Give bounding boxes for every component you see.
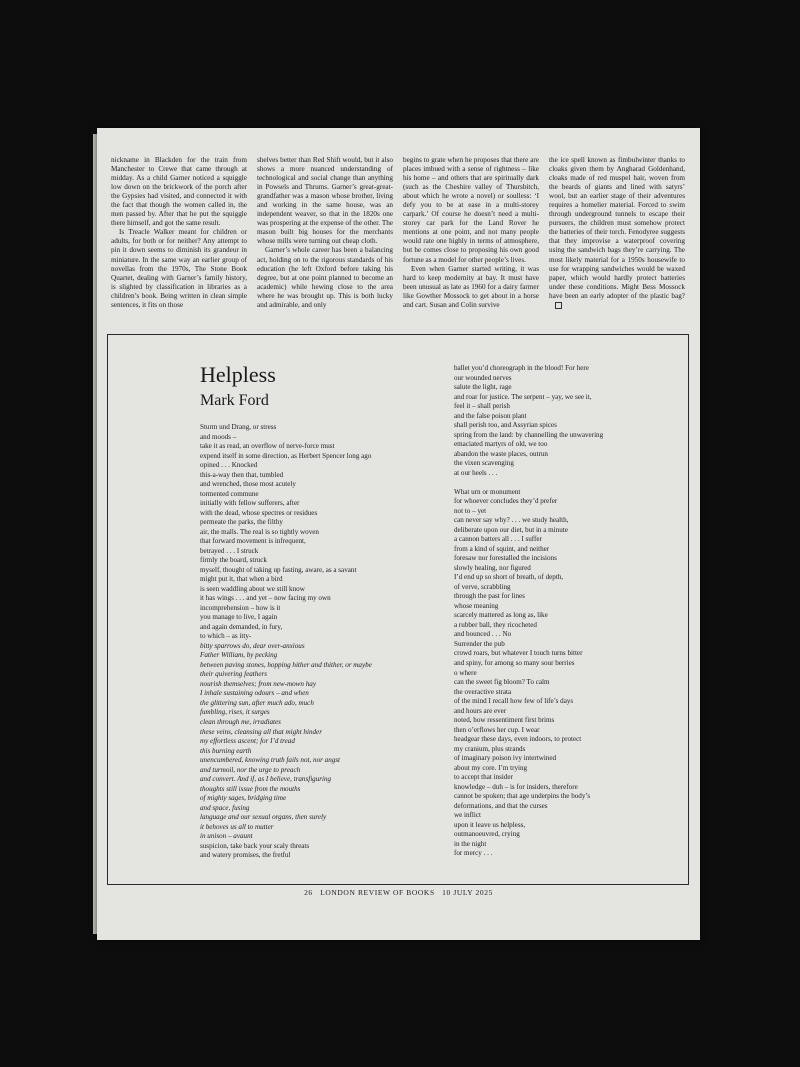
article-paragraph: shelves better than Red Shift would, but it also shows a more nuanced understanding of technological and social change than anything in Powsels and Thrums. Garner’s great-great-grandfather was a mason whose brother, living and working in the same house, was an independent weaver, so that in the 1820s one was prospering at the expense of the other. The mason built big houses for the merchants whose mills were turning out cheap cloth. xyxy=(257,156,393,246)
article-paragraph: Is Treacle Walker meant for children or adults, for both or for neither? Any attempt to pin it down seems to diminish its grandeur in miniature. In the same way an earlier group of novellas from the 1970s, The Stone Book Quartet, dealing with Garner’s family history, is slighted by classification in libraries as a children’s book. Being written in clean simple sentences, it fits on those xyxy=(111,228,247,309)
poem-line: our wounded nerves xyxy=(454,373,512,382)
poem-line: the glittering sun, after much ado, much xyxy=(200,698,314,707)
poem-line: you manage to live, I again xyxy=(200,613,278,622)
poem-line: not to – yet xyxy=(454,506,487,515)
poem-line: firmly the board, struck xyxy=(200,556,267,565)
poem-line xyxy=(454,478,603,488)
poem-line: it behoves us all to mutter xyxy=(200,822,274,831)
poem-line: permeate the parks, the filthy xyxy=(200,518,283,527)
poem-line: and again demanded, in fury, xyxy=(200,622,283,631)
poem-line: these veins, cleansing all that might hinder xyxy=(200,727,322,736)
poem-line: shall perish too, and Assyrian spices xyxy=(454,421,557,430)
poem-line: thoughts still issue from the mouths xyxy=(200,784,301,793)
poem-line: headgear these days, even indoors, to protect xyxy=(454,735,582,744)
publication-name: LONDON REVIEW OF BOOKS xyxy=(320,888,435,897)
poem-line: spring from the land: by channelling the unwavering xyxy=(454,430,604,439)
poem-line: cannot be spoken; that age underpins the body’s xyxy=(454,792,591,801)
poem-line: then o’erflows her cup. I wear xyxy=(454,725,540,734)
poem-line: suspicion, take back your scaly threats xyxy=(200,841,310,850)
poem-line: and spiny, for among so many sour berries xyxy=(454,658,575,667)
poem-line: a rubber ball, they ricocheted xyxy=(454,620,537,629)
poem-line: fumbling, rises, it surges xyxy=(200,708,270,717)
poem-line: through the past for lines xyxy=(454,592,525,601)
poem-line: outmanoeuvred, crying xyxy=(454,830,520,839)
poem-line: a cannon batters all . . . I suffer xyxy=(454,535,542,544)
poem-box xyxy=(107,334,689,885)
poem-line: I’d end up so short of breath, of depth, xyxy=(454,573,564,582)
article-paragraph: Garner’s whole career has been a balancing act, holding on to the rigorous standards of his education (he left Oxford before taking his degree, but at one point planned to become an academic) while hewing close to the area where he was brought up. This is both lucky and admirable, and only xyxy=(257,246,393,309)
poem-line: air, the malls. The real is so tightly woven xyxy=(200,527,319,536)
poem-line: and space, fusing xyxy=(200,803,250,812)
poem-line: salute the light, rage xyxy=(454,383,512,392)
poem-line: initially with fellow sufferers, after xyxy=(200,499,300,508)
poem-line: What urn or monument xyxy=(454,487,521,496)
poem-line: for mercy . . . xyxy=(454,849,493,858)
poem-line: in unison – avaunt xyxy=(200,832,253,841)
end-of-article-icon xyxy=(555,302,562,309)
poem-line: clean through me, irradiates xyxy=(200,717,281,726)
poem-line: my cranium, plus strands xyxy=(454,744,526,753)
poem-line: and the false poison plant xyxy=(454,411,527,420)
poem-line: emaciated martyrs of old, we too xyxy=(454,440,548,449)
article-column-1 xyxy=(111,156,247,346)
poem-column-left xyxy=(200,423,372,861)
issue-date: 10 JULY 2025 xyxy=(442,888,493,897)
poem-line: foresaw nor forestalled the incisions xyxy=(454,554,557,563)
poem-line: this-a-way then that, tumbled xyxy=(200,470,284,479)
article-column-4 xyxy=(549,156,685,346)
poem-line: scarcely mattered as long as, like xyxy=(454,611,548,620)
poem-line: tormented commune xyxy=(200,489,259,498)
poem-line: upon it leave us helpless, xyxy=(454,820,526,829)
poem-line: slowly healing, nor figured xyxy=(454,563,531,572)
poem-line: is seen waddling about we still know xyxy=(200,584,305,593)
newspaper-page xyxy=(97,128,700,940)
poem-line: between paving stones, hopping hither and thither, or maybe xyxy=(200,660,372,669)
poem-line: incomprehension – how is it xyxy=(200,603,281,612)
poem-line: from a kind of squint, and neither xyxy=(454,544,550,553)
poem-line: I inhale sustaining odours – and when xyxy=(200,689,309,698)
poem-line: to which – as itty- xyxy=(200,632,252,641)
poem-line: about my core. I’m trying xyxy=(454,763,528,772)
poem-line: nourish themselves; from new-mown hay xyxy=(200,679,316,688)
poem-line: knowledge – duh – is for insiders, therefore xyxy=(454,782,578,791)
poem-line: of the mind I recall how few of life’s days xyxy=(454,697,574,706)
poem-line: it has wings . . . and yet – now facing my own xyxy=(200,594,331,603)
article-paragraph: the ice spell known as fimbulwinter thanks to cloaks given them by Angharad Goldenhand, cloaks made of red muspel hair, woven from the beards of giants and lined with satyrs’ wool, but an earlier stage of their adventures requires a homelier material. Forced to swim through underground tunnels to escape their pursuers, the children must somehow protect the batteries of their torch. Fenodyree suggests that they improvise a waterproof covering using the sandwich bags they’re carrying. The most likely material for a 1950s housewife to use for wrapping sandwiches would be waxed paper, which would hardly protect batteries under these conditions. Might Bess Mossock have been an early adopter of the plastic bag? xyxy=(549,156,685,310)
poem-line: can never say why? . . . we study health, xyxy=(454,516,569,525)
poem-line: deliberate upon our diet, but in a minute xyxy=(454,525,568,534)
poem-line: this burning earth xyxy=(200,746,252,755)
poem-line: to accept that insider xyxy=(454,773,513,782)
poem-line: o where xyxy=(454,668,477,677)
poem-line: noted, how ressentiment first brims xyxy=(454,716,555,725)
poem-line: feel it – shall perish xyxy=(454,402,510,411)
article-column-2 xyxy=(257,156,393,346)
poem-line: betrayed . . . I struck xyxy=(200,546,259,555)
article-paragraph: nickname in Blackden for the train from Manchester to Crewe that came through at midday. As a child Garner noticed a squiggle low down on the brickwork of the porch after the Gypsies had visited, and connected it with the fact that though the women called in, the men passed by. After that he put the squiggle there himself, and got the same result. xyxy=(111,156,247,228)
poem-line: at our heels . . . xyxy=(454,468,498,477)
poem-line: of imaginary poison ivy intertwined xyxy=(454,754,557,763)
poem-line: the overactive strata xyxy=(454,687,512,696)
poem-line: and hours are ever xyxy=(454,706,507,715)
poem-line: abandon the waste places, outrun xyxy=(454,449,548,458)
poem-line: and watery promises, the fretful xyxy=(200,851,291,860)
poem-line: in the night xyxy=(454,839,487,848)
page-number: 26 xyxy=(304,888,313,897)
poem-line: opined . . . Knocked xyxy=(200,461,258,470)
poem-line: Surrender the pub xyxy=(454,639,505,648)
article-column-3 xyxy=(403,156,539,346)
poem-line: their quivering feathers xyxy=(200,670,267,679)
poem-line: whose meaning xyxy=(454,601,499,610)
poem-line: bitty sparrows do, dear over-anxious xyxy=(200,641,305,650)
poem-line: and bounced . . . No xyxy=(454,630,512,639)
poem-line: ballet you’d choreograph in the blood! For here xyxy=(454,364,589,372)
poem-line: of verve, scrabbling xyxy=(454,582,511,591)
poem-author: Mark Ford xyxy=(200,392,269,409)
poem-line: and turmoil, nor the urge to preach xyxy=(200,765,301,774)
article-paragraph: Even when Garner started writing, it was hard to keep modernity at bay. It must have been unusual as late as 1960 for a dairy farmer like Gowther Mossock to get about in a horse and cart. Susan and Colin survive xyxy=(403,264,539,309)
poem-line: Sturm und Drang, or stress xyxy=(200,423,277,431)
poem-line: expend itself in some direction, as Herbert Spencer long ago xyxy=(200,451,372,460)
poem-line: we inflict xyxy=(454,811,481,820)
poem-line: and wrenched, those most acutely xyxy=(200,480,296,489)
poem-line: and roar for justice. The serpent – yay, we see it, xyxy=(454,392,592,401)
poem-line: myself, thought of taking up fasting, aware, as a savant xyxy=(200,565,357,574)
poem-line: with the dead, whose spectres or residues xyxy=(200,508,318,517)
poem-line: take it as read, an overflow of nerve-force must xyxy=(200,442,335,451)
poem-line: crowd roars, but whatever I touch turns bitter xyxy=(454,649,583,658)
poem-line: of mighty sages, bridging time xyxy=(200,794,287,803)
poem-line: for whoever concludes they’d prefer xyxy=(454,497,558,506)
poem-line: Father William, by pecking xyxy=(200,651,278,660)
article-paragraph: begins to grate when he proposes that there are places imbued with a sense of rightness – like his home – and others that are spiritually dark (such as the Cheshire valley of Thursbitch, about which he wrote a novel) or soulless: ‘I defy you to be at ease in a multi-storey carpark.’ Of course he doesn’t need a multi-storey car park for the Land Rover he mentions at one point, and not many people would rate one highly in terms of atmosphere, but he comes close to proposing his own good fortune as a model for other people’s lives. xyxy=(403,156,539,264)
poem-line: might put it, that when a bird xyxy=(200,575,283,584)
poem-line: can the sweet fig bloom? To calm xyxy=(454,678,550,687)
poem-line: unencumbered, knowing truth fails not, nor angst xyxy=(200,756,341,765)
poem-column-right xyxy=(454,364,603,859)
poem-line: the vixen scavenging xyxy=(454,459,514,468)
poem-line: language and our sexual organs, then surely xyxy=(200,813,327,822)
page-footer xyxy=(97,888,700,897)
poem-line: my effortless ascent; for I’d tread xyxy=(200,737,295,746)
poem-title: Helpless xyxy=(200,362,276,387)
poem-line: that forward movement is infrequent, xyxy=(200,537,306,546)
article-columns xyxy=(111,156,685,346)
poem-line: and moods – xyxy=(200,432,237,441)
poem-line: deformations, and that the curses xyxy=(454,801,548,810)
poem-line: and convert. And if, as I believe, transfiguring xyxy=(200,775,332,784)
